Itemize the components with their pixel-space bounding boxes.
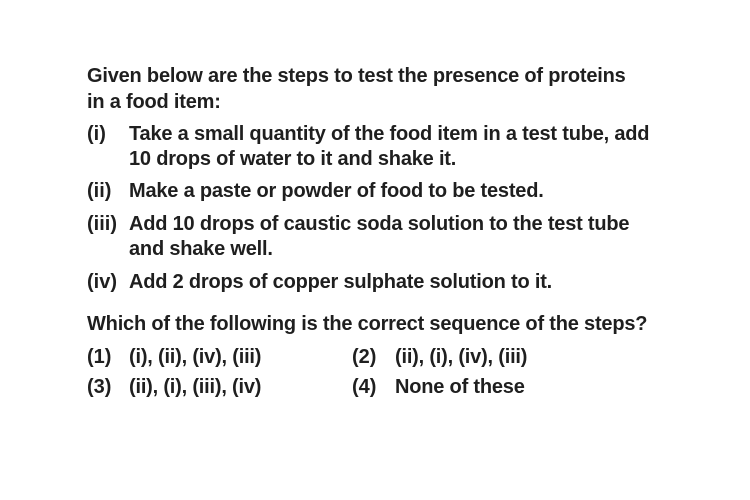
- step-marker-i: (i): [87, 123, 106, 145]
- option-number-2: (2): [352, 346, 377, 368]
- step-marker-ii: (ii): [87, 180, 112, 202]
- step-ii-line-1: Make a paste or powder of food to be tested.: [129, 180, 544, 202]
- option-text-3: (ii), (i), (iii), (iv): [129, 376, 262, 398]
- option-text-4: None of these: [395, 376, 525, 398]
- question-text: Which of the following is the correct sequence of the steps?: [87, 313, 648, 335]
- step-marker-iii: (iii): [87, 213, 117, 235]
- step-iii-line-2: and shake well.: [129, 238, 273, 260]
- option-number-3: (3): [87, 376, 112, 398]
- step-i-line-1: Take a small quantity of the food item in a test tube, add: [129, 123, 650, 145]
- intro-line-2: in a food item:: [87, 91, 221, 113]
- option-text-2: (ii), (i), (iv), (iii): [395, 346, 528, 368]
- step-marker-iv: (iv): [87, 271, 117, 293]
- step-iii-line-1: Add 10 drops of caustic soda solution to the test tube: [129, 213, 630, 235]
- option-number-4: (4): [352, 376, 377, 398]
- step-i-line-2: 10 drops of water to it and shake it.: [129, 148, 457, 170]
- option-number-1: (1): [87, 346, 112, 368]
- intro-line-1: Given below are the steps to test the presence of proteins: [87, 65, 626, 87]
- step-iv-line-1: Add 2 drops of copper sulphate solution to it.: [129, 271, 553, 293]
- option-text-1: (i), (ii), (iv), (iii): [129, 346, 262, 368]
